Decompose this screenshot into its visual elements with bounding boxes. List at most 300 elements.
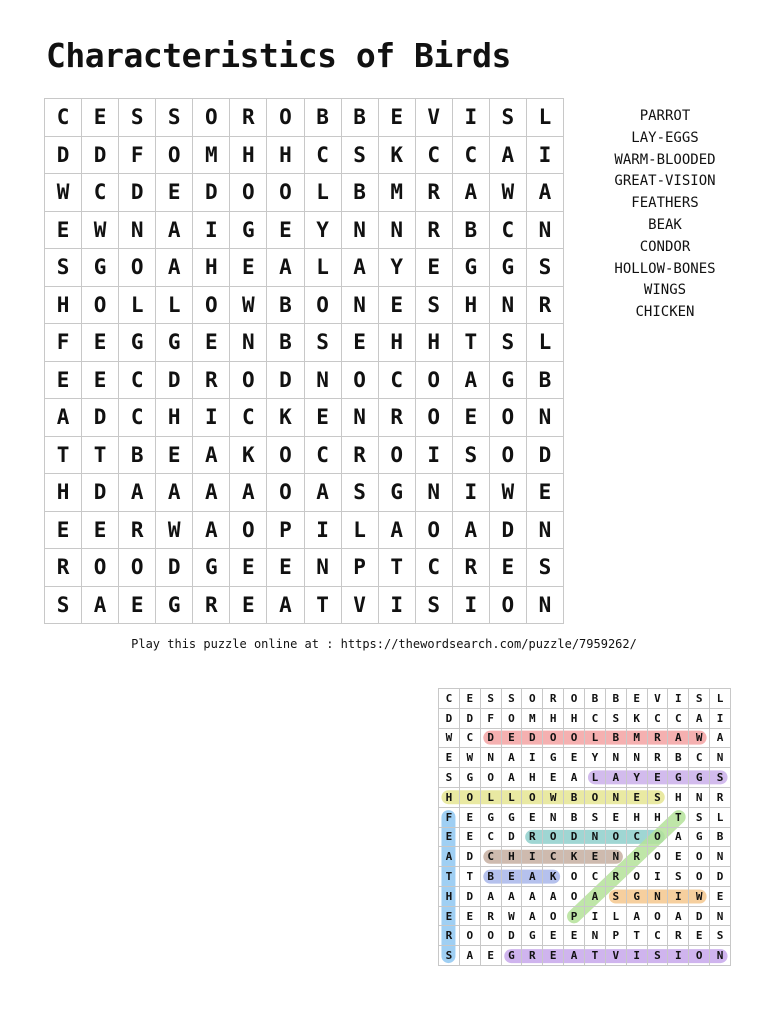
answer-grid-cell: L: [585, 768, 606, 788]
answer-grid-cell: H: [439, 887, 460, 907]
answer-grid-cell: L: [606, 907, 627, 927]
grid-cell[interactable]: A: [453, 512, 490, 550]
grid-cell[interactable]: C: [416, 549, 453, 587]
grid-cell[interactable]: C: [45, 99, 82, 137]
grid-cell[interactable]: R: [453, 549, 490, 587]
grid-cell[interactable]: N: [527, 399, 564, 437]
grid-cell[interactable]: G: [230, 212, 267, 250]
grid-cell[interactable]: O: [490, 437, 527, 475]
grid-cell[interactable]: H: [45, 474, 82, 512]
grid-cell[interactable]: E: [416, 249, 453, 287]
grid-cell[interactable]: P: [342, 549, 379, 587]
grid-cell[interactable]: H: [230, 137, 267, 175]
answer-grid-cell: A: [627, 907, 648, 927]
answer-grid-cell: R: [627, 847, 648, 867]
grid-cell[interactable]: L: [119, 287, 156, 325]
answer-grid-cell: N: [606, 788, 627, 808]
grid-cell[interactable]: H: [267, 137, 304, 175]
answer-grid-cell: H: [439, 788, 460, 808]
grid-cell[interactable]: E: [379, 99, 416, 137]
answer-grid-cell: E: [522, 808, 543, 828]
grid-cell[interactable]: N: [490, 287, 527, 325]
grid-cell[interactable]: R: [45, 549, 82, 587]
grid-cell[interactable]: L: [527, 324, 564, 362]
grid-cell[interactable]: I: [453, 474, 490, 512]
grid-cell[interactable]: E: [82, 512, 119, 550]
grid-cell[interactable]: D: [82, 137, 119, 175]
grid-cell[interactable]: R: [230, 99, 267, 137]
grid-cell[interactable]: O: [305, 287, 342, 325]
grid-cell[interactable]: O: [119, 549, 156, 587]
grid-cell[interactable]: G: [119, 324, 156, 362]
answer-grid-cell: V: [606, 946, 627, 966]
grid-cell[interactable]: O: [230, 512, 267, 550]
answer-grid-cell: O: [564, 689, 585, 709]
grid-cell[interactable]: O: [267, 474, 304, 512]
grid-cell[interactable]: E: [230, 549, 267, 587]
grid-cell[interactable]: B: [453, 212, 490, 250]
grid-cell[interactable]: E: [527, 474, 564, 512]
grid-cell[interactable]: T: [305, 587, 342, 625]
grid-cell[interactable]: A: [453, 174, 490, 212]
answer-grid-cell: N: [710, 946, 731, 966]
answer-grid-cell: T: [460, 867, 481, 887]
answer-grid-cell: N: [543, 808, 564, 828]
grid-cell[interactable]: C: [119, 362, 156, 400]
grid-cell[interactable]: W: [45, 174, 82, 212]
grid-cell[interactable]: S: [305, 324, 342, 362]
grid-cell[interactable]: H: [416, 324, 453, 362]
grid-cell[interactable]: A: [230, 474, 267, 512]
grid-cell[interactable]: T: [453, 324, 490, 362]
grid-cell[interactable]: S: [490, 324, 527, 362]
grid-cell[interactable]: B: [527, 362, 564, 400]
grid-cell[interactable]: G: [490, 362, 527, 400]
answer-grid-cell: V: [648, 689, 669, 709]
answer-grid-cell: C: [648, 926, 669, 946]
answer-grid-cell: E: [481, 946, 502, 966]
answer-grid-cell: E: [502, 867, 523, 887]
grid-cell[interactable]: A: [156, 474, 193, 512]
grid-cell[interactable]: L: [527, 99, 564, 137]
grid-cell[interactable]: A: [193, 512, 230, 550]
answer-grid-cell: H: [502, 847, 523, 867]
grid-cell[interactable]: N: [342, 287, 379, 325]
grid-cell[interactable]: A: [453, 362, 490, 400]
answer-grid-cell: A: [668, 828, 689, 848]
answer-grid-cell: A: [460, 946, 481, 966]
grid-cell[interactable]: E: [82, 362, 119, 400]
grid-cell[interactable]: T: [45, 437, 82, 475]
grid-cell[interactable]: T: [82, 437, 119, 475]
grid-cell[interactable]: H: [193, 249, 230, 287]
grid-cell[interactable]: N: [305, 362, 342, 400]
grid-cell[interactable]: E: [267, 212, 304, 250]
grid-cell[interactable]: E: [45, 362, 82, 400]
grid-cell[interactable]: L: [305, 174, 342, 212]
grid-cell[interactable]: E: [379, 287, 416, 325]
grid-cell[interactable]: S: [45, 249, 82, 287]
grid-cell[interactable]: Y: [305, 212, 342, 250]
grid-cell[interactable]: C: [416, 137, 453, 175]
answer-grid-cell: O: [585, 788, 606, 808]
grid-cell[interactable]: S: [490, 99, 527, 137]
answer-grid-cell: S: [710, 926, 731, 946]
answer-grid-cell: G: [460, 768, 481, 788]
grid-cell[interactable]: A: [156, 212, 193, 250]
grid-cell[interactable]: N: [230, 324, 267, 362]
grid-cell[interactable]: E: [119, 587, 156, 625]
grid-cell[interactable]: B: [305, 99, 342, 137]
grid-cell[interactable]: C: [453, 137, 490, 175]
grid-cell[interactable]: S: [527, 549, 564, 587]
grid-cell[interactable]: B: [267, 324, 304, 362]
answer-grid-cell: E: [585, 847, 606, 867]
grid-cell[interactable]: E: [45, 512, 82, 550]
grid-cell[interactable]: K: [379, 137, 416, 175]
answer-grid-cell: S: [689, 808, 710, 828]
grid-cell[interactable]: N: [342, 399, 379, 437]
answer-grid-cell: N: [606, 748, 627, 768]
grid-cell[interactable]: M: [193, 137, 230, 175]
grid-cell[interactable]: E: [156, 174, 193, 212]
answer-grid-cell: D: [502, 926, 523, 946]
answer-grid-cell: E: [460, 808, 481, 828]
grid-cell[interactable]: A: [156, 249, 193, 287]
answer-grid-cell: D: [481, 729, 502, 749]
answer-grid-cell: N: [710, 907, 731, 927]
grid-cell[interactable]: C: [305, 137, 342, 175]
grid-cell[interactable]: O: [416, 512, 453, 550]
answer-grid-cell: I: [668, 689, 689, 709]
answer-grid-cell: D: [564, 828, 585, 848]
grid-cell[interactable]: G: [490, 249, 527, 287]
answer-grid-cell: S: [648, 946, 669, 966]
grid-cell[interactable]: A: [45, 399, 82, 437]
answer-grid-cell: A: [481, 887, 502, 907]
grid-cell[interactable]: W: [156, 512, 193, 550]
grid-cell[interactable]: H: [156, 399, 193, 437]
grid-cell[interactable]: L: [342, 512, 379, 550]
answer-grid-cell: B: [564, 808, 585, 828]
grid-cell[interactable]: E: [45, 212, 82, 250]
answer-grid-cell: C: [689, 748, 710, 768]
grid-cell[interactable]: C: [230, 399, 267, 437]
answer-grid-cell: L: [481, 788, 502, 808]
grid-cell[interactable]: D: [527, 437, 564, 475]
answer-grid-cell: R: [543, 689, 564, 709]
answer-grid-cell: T: [585, 946, 606, 966]
grid-cell[interactable]: I: [453, 587, 490, 625]
answer-grid-cell: Y: [627, 768, 648, 788]
answer-grid-cell: O: [648, 907, 669, 927]
answer-grid-cell: G: [522, 926, 543, 946]
grid-cell[interactable]: E: [267, 549, 304, 587]
answer-grid-cell: I: [648, 867, 669, 887]
grid-cell[interactable]: C: [305, 437, 342, 475]
answer-grid-cell: C: [648, 709, 669, 729]
grid-cell[interactable]: D: [82, 474, 119, 512]
grid-cell[interactable]: O: [82, 549, 119, 587]
grid-cell[interactable]: A: [267, 587, 304, 625]
answer-grid-cell: O: [543, 729, 564, 749]
grid-cell[interactable]: C: [82, 174, 119, 212]
grid-cell[interactable]: O: [156, 137, 193, 175]
grid-cell[interactable]: H: [379, 324, 416, 362]
grid-cell[interactable]: C: [379, 362, 416, 400]
grid-cell[interactable]: D: [193, 174, 230, 212]
grid-cell[interactable]: S: [119, 99, 156, 137]
answer-grid-cell: W: [543, 788, 564, 808]
grid-cell[interactable]: S: [453, 437, 490, 475]
grid-cell[interactable]: V: [416, 99, 453, 137]
grid-cell[interactable]: R: [379, 399, 416, 437]
answer-grid-cell: O: [460, 926, 481, 946]
answer-grid-cell: N: [627, 748, 648, 768]
grid-cell[interactable]: B: [342, 174, 379, 212]
answer-grid-cell: B: [564, 788, 585, 808]
grid-cell[interactable]: I: [193, 212, 230, 250]
answer-grid-cell: S: [585, 808, 606, 828]
grid-cell[interactable]: O: [119, 249, 156, 287]
answer-grid-cell: O: [502, 709, 523, 729]
answer-grid-cell: H: [564, 709, 585, 729]
grid-cell[interactable]: O: [267, 99, 304, 137]
grid-cell[interactable]: A: [379, 512, 416, 550]
answer-grid-cell: N: [585, 828, 606, 848]
grid-cell[interactable]: E: [490, 549, 527, 587]
grid-cell[interactable]: D: [45, 137, 82, 175]
grid-cell[interactable]: A: [527, 174, 564, 212]
grid-cell[interactable]: C: [119, 399, 156, 437]
grid-cell[interactable]: D: [82, 399, 119, 437]
grid-cell[interactable]: C: [490, 212, 527, 250]
answer-grid-cell: D: [710, 867, 731, 887]
grid-cell[interactable]: W: [490, 174, 527, 212]
answer-grid-cell: O: [522, 689, 543, 709]
grid-cell[interactable]: R: [119, 512, 156, 550]
grid-cell[interactable]: I: [453, 99, 490, 137]
grid-cell[interactable]: E: [230, 249, 267, 287]
grid-cell[interactable]: T: [379, 549, 416, 587]
grid-cell[interactable]: G: [156, 324, 193, 362]
answer-grid-cell: N: [648, 887, 669, 907]
grid-cell[interactable]: O: [230, 362, 267, 400]
grid-cell[interactable]: D: [267, 362, 304, 400]
grid-cell[interactable]: G: [453, 249, 490, 287]
grid-cell[interactable]: S: [45, 587, 82, 625]
answer-grid-cell: E: [439, 748, 460, 768]
answer-grid-cell: I: [668, 946, 689, 966]
answer-grid-cell: A: [668, 907, 689, 927]
grid-cell[interactable]: N: [527, 512, 564, 550]
grid-cell[interactable]: E: [82, 99, 119, 137]
grid-cell[interactable]: S: [527, 249, 564, 287]
grid-cell[interactable]: O: [193, 99, 230, 137]
answer-grid-cell: E: [627, 689, 648, 709]
answer-grid-cell: O: [460, 788, 481, 808]
answer-grid-cell: L: [710, 808, 731, 828]
grid-cell[interactable]: S: [342, 137, 379, 175]
answer-grid-cell: L: [502, 788, 523, 808]
answer-grid-cell: B: [710, 828, 731, 848]
grid-cell[interactable]: N: [342, 212, 379, 250]
grid-cell[interactable]: A: [490, 137, 527, 175]
answer-grid-cell: R: [606, 867, 627, 887]
grid-cell[interactable]: Y: [379, 249, 416, 287]
answer-grid-cell: R: [648, 748, 669, 768]
answer-grid-cell: S: [481, 689, 502, 709]
answer-grid-cell: O: [564, 867, 585, 887]
grid-cell[interactable]: O: [416, 362, 453, 400]
grid-cell[interactable]: O: [416, 399, 453, 437]
grid-cell[interactable]: E: [453, 399, 490, 437]
grid-cell[interactable]: N: [119, 212, 156, 250]
grid-cell[interactable]: H: [45, 287, 82, 325]
grid-cell[interactable]: R: [416, 174, 453, 212]
grid-cell[interactable]: S: [416, 587, 453, 625]
answer-grid-cell: N: [689, 788, 710, 808]
grid-cell[interactable]: O: [490, 399, 527, 437]
grid-cell[interactable]: G: [156, 587, 193, 625]
grid-cell[interactable]: K: [267, 399, 304, 437]
answer-grid-cell: A: [522, 907, 543, 927]
grid-cell[interactable]: N: [527, 212, 564, 250]
answer-grid-cell: O: [564, 729, 585, 749]
grid-cell[interactable]: B: [119, 437, 156, 475]
answer-grid-cell: E: [606, 808, 627, 828]
answer-grid-cell: E: [460, 689, 481, 709]
answer-grid-cell: E: [439, 907, 460, 927]
grid-cell[interactable]: A: [267, 249, 304, 287]
grid-cell[interactable]: G: [193, 549, 230, 587]
grid-cell[interactable]: S: [156, 99, 193, 137]
grid-cell[interactable]: O: [193, 287, 230, 325]
grid-cell[interactable]: V: [342, 587, 379, 625]
grid-cell[interactable]: L: [156, 287, 193, 325]
answer-grid-cell: H: [522, 768, 543, 788]
grid-cell[interactable]: H: [453, 287, 490, 325]
answer-grid-cell: E: [502, 729, 523, 749]
grid-cell[interactable]: E: [156, 437, 193, 475]
grid-cell[interactable]: N: [305, 549, 342, 587]
grid-cell[interactable]: A: [82, 587, 119, 625]
grid-cell[interactable]: E: [193, 324, 230, 362]
grid-cell[interactable]: O: [230, 174, 267, 212]
grid-cell[interactable]: R: [527, 287, 564, 325]
grid-cell[interactable]: S: [416, 287, 453, 325]
grid-cell[interactable]: E: [82, 324, 119, 362]
answer-grid-cell: A: [502, 748, 523, 768]
grid-cell[interactable]: G: [379, 474, 416, 512]
grid-cell[interactable]: O: [267, 174, 304, 212]
grid-cell[interactable]: D: [156, 362, 193, 400]
grid-cell[interactable]: D: [119, 174, 156, 212]
grid-cell[interactable]: B: [342, 99, 379, 137]
word-list-item: WINGS: [643, 282, 687, 299]
grid-cell[interactable]: P: [267, 512, 304, 550]
word-list-item: CHICKEN: [635, 304, 695, 321]
grid-cell[interactable]: N: [416, 474, 453, 512]
grid-cell[interactable]: O: [267, 437, 304, 475]
answer-grid-cell: B: [585, 689, 606, 709]
grid-cell[interactable]: B: [267, 287, 304, 325]
grid-cell[interactable]: D: [156, 549, 193, 587]
grid-cell[interactable]: I: [193, 399, 230, 437]
grid-cell[interactable]: A: [193, 437, 230, 475]
answer-grid-cell: D: [460, 887, 481, 907]
grid-cell[interactable]: R: [416, 212, 453, 250]
grid-cell[interactable]: E: [305, 399, 342, 437]
grid-cell[interactable]: W: [82, 212, 119, 250]
grid-cell[interactable]: F: [119, 137, 156, 175]
grid-cell[interactable]: O: [379, 437, 416, 475]
grid-cell[interactable]: N: [379, 212, 416, 250]
grid-cell[interactable]: W: [230, 287, 267, 325]
answer-grid-cell: W: [689, 887, 710, 907]
grid-cell[interactable]: I: [379, 587, 416, 625]
answer-grid-cell: H: [648, 808, 669, 828]
answer-grid-cell: A: [668, 729, 689, 749]
answer-grid-cell: R: [648, 729, 669, 749]
grid-cell[interactable]: A: [119, 474, 156, 512]
grid-cell[interactable]: E: [230, 587, 267, 625]
answer-grid-cell: C: [585, 867, 606, 887]
grid-cell[interactable]: R: [342, 437, 379, 475]
answer-grid-cell: C: [543, 847, 564, 867]
grid-cell[interactable]: I: [527, 137, 564, 175]
grid-cell[interactable]: O: [490, 587, 527, 625]
letter-grid[interactable]: [44, 98, 564, 624]
grid-cell[interactable]: O: [342, 362, 379, 400]
grid-cell[interactable]: D: [490, 512, 527, 550]
grid-cell[interactable]: K: [230, 437, 267, 475]
grid-cell[interactable]: L: [305, 249, 342, 287]
answer-grid-cell: G: [502, 946, 523, 966]
answer-grid-cell: T: [627, 926, 648, 946]
grid-cell[interactable]: G: [82, 249, 119, 287]
answer-grid-cell: D: [522, 729, 543, 749]
answer-grid-cell: E: [648, 768, 669, 788]
grid-cell[interactable]: O: [82, 287, 119, 325]
grid-cell[interactable]: M: [379, 174, 416, 212]
grid-cell[interactable]: I: [416, 437, 453, 475]
answer-grid-cell: I: [627, 946, 648, 966]
answer-grid-cell: E: [564, 926, 585, 946]
answer-grid-cell: D: [689, 907, 710, 927]
answer-grid-cell: O: [689, 946, 710, 966]
grid-cell[interactable]: A: [193, 474, 230, 512]
word-list-item: WARM-BLOODED: [614, 151, 716, 168]
grid-cell[interactable]: R: [193, 362, 230, 400]
answer-grid-cell: E: [710, 887, 731, 907]
answer-grid-cell: A: [522, 867, 543, 887]
grid-cell[interactable]: A: [305, 474, 342, 512]
grid-cell[interactable]: I: [305, 512, 342, 550]
answer-grid-cell: A: [585, 887, 606, 907]
answer-grid-cell: A: [502, 887, 523, 907]
grid-cell[interactable]: A: [342, 249, 379, 287]
word-list-item: LAY-EGGS: [631, 129, 699, 146]
answer-key: [438, 688, 731, 966]
grid-cell[interactable]: N: [527, 587, 564, 625]
grid-cell[interactable]: F: [45, 324, 82, 362]
grid-cell[interactable]: W: [490, 474, 527, 512]
answer-grid-cell: A: [543, 887, 564, 907]
grid-cell[interactable]: R: [193, 587, 230, 625]
grid-cell[interactable]: E: [342, 324, 379, 362]
grid-cell[interactable]: S: [342, 474, 379, 512]
